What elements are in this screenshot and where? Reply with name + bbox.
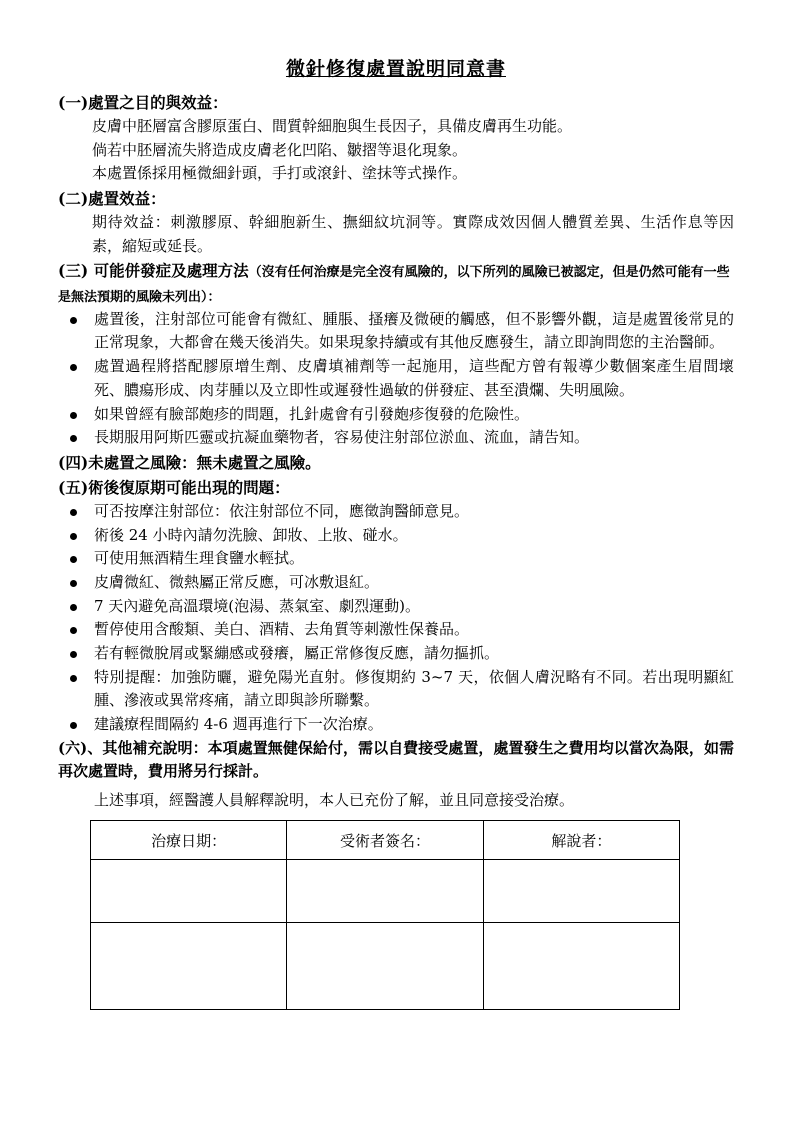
list-item: 皮膚微紅、微熱屬正常反應，可冰敷退紅。 bbox=[64, 571, 734, 595]
section-heading-1: (一)處置之目的與效益： bbox=[58, 93, 228, 112]
section-3-heading-main: (三) 可能併發症及處理方法 bbox=[58, 261, 249, 281]
section-heading-4: (四)未處置之風險：無未處置之風險。 bbox=[58, 452, 321, 472]
section-3-bullet-list bbox=[58, 308, 734, 450]
section-heading-6: (六)、其他補充說明：本項處置無健保給付，需以自費接受處置，處置發生之費用均以當次為限，如需再次處置時，費用將另行採計。 bbox=[58, 738, 734, 781]
table-header-treatment-date: 治療日期： bbox=[91, 821, 287, 860]
table-row bbox=[91, 923, 680, 1010]
cell-treatment-date-2[interactable] bbox=[91, 923, 287, 1010]
list-item: 可否按摩注射部位：依注射部位不同，應徵詢醫師意見。 bbox=[64, 500, 734, 524]
cell-explainer-2[interactable] bbox=[483, 923, 679, 1010]
list-item: 術後 24 小時內請勿洗臉、卸妝、上妝、碰水。 bbox=[64, 524, 734, 548]
list-item: 暫停使用含酸類、美白、酒精、去角質等刺激性保養品。 bbox=[64, 618, 734, 642]
list-item: 建議療程間隔約 4-6 週再進行下一次治療。 bbox=[64, 713, 734, 737]
list-item: 長期服用阿斯匹靈或抗凝血藥物者，容易使注射部位淤血、流血，請告知。 bbox=[64, 426, 734, 450]
table-header-patient-signature: 受術者簽名： bbox=[287, 821, 483, 860]
section-5-bullet-list bbox=[58, 500, 734, 737]
cell-treatment-date-1[interactable] bbox=[91, 860, 287, 923]
list-item: 特別提醒：加強防曬，避免陽光直射。修復期約 3~7 天，依個人膚況略有不同。若出現明顯紅腫、滲液或異常疼痛，請立即與診所聯繫。 bbox=[64, 666, 734, 713]
list-item: 如果曾經有臉部皰疹的問題，扎針處會有引發皰疹復發的危險性。 bbox=[64, 403, 734, 427]
signature-table bbox=[90, 820, 680, 1010]
section-1-paragraph-3: 本處置係採用極微細針頭，手打或滾針、塗抹等式操作。 bbox=[92, 164, 468, 183]
confirmation-statement: 上述事項，經醫護人員解釋說明，本人已充份了解，並且同意接受治療。 bbox=[94, 791, 575, 810]
cell-patient-signature-2[interactable] bbox=[287, 923, 483, 1010]
section-1-paragraph-1: 皮膚中胚層富含膠原蛋白、間質幹細胞與生長因子，具備皮膚再生功能。 bbox=[92, 117, 573, 136]
page-title: 微針修復處置說明同意書 bbox=[285, 58, 506, 80]
section-1-paragraph-2: 倘若中胚層流失將造成皮膚老化凹陷、皺摺等退化現象。 bbox=[92, 140, 468, 159]
list-item: 若有輕微脫屑或緊繃感或發癢，屬正常修復反應，請勿摳抓。 bbox=[64, 642, 734, 666]
table-row bbox=[91, 821, 680, 860]
cell-explainer-1[interactable] bbox=[483, 860, 679, 923]
section-heading-2: (二)處置效益： bbox=[58, 189, 166, 209]
list-item: 處置後，注射部位可能會有微紅、腫脹、搔癢及微硬的觸感，但不影響外觀，這是處置後常見的正常現象，大都會在幾天後消失。如果現象持續或有其他反應發生，請立即詢問您的主治醫師。 bbox=[64, 308, 734, 355]
table-header-explainer: 解說者： bbox=[483, 821, 679, 860]
table-row bbox=[91, 860, 680, 923]
list-item: 處置過程將搭配膠原增生劑、皮膚填補劑等一起施用，這些配方曾有報導少數個案產生眉間壞死、膿瘍形成、肉芽腫以及立即性或遲發性過敏的併發症、甚至潰爛、失明風險。 bbox=[64, 355, 734, 402]
section-2-paragraph-1: 期待效益：刺激膠原、幹細胞新生、撫細紋坑洞等。實際成效因個人體質差異、生活作息等因素，縮短或延長。 bbox=[92, 213, 734, 255]
list-item: 7 天內避免高溫環境(泡湯、蒸氣室、劇烈運動)。 bbox=[64, 595, 734, 619]
section-heading-5: (五)術後復原期可能出現的問題： bbox=[58, 477, 290, 497]
section-3-heading-note: （沒有任何治療是完全沒有風險的，以下所列的風險已被認定，但是仍然可能有一些是無法預期的風險未列出）： bbox=[58, 265, 730, 305]
section-heading-3 bbox=[58, 259, 734, 307]
cell-patient-signature-1[interactable] bbox=[287, 860, 483, 923]
list-item: 可使用無酒精生理食鹽水輕拭。 bbox=[64, 547, 734, 571]
